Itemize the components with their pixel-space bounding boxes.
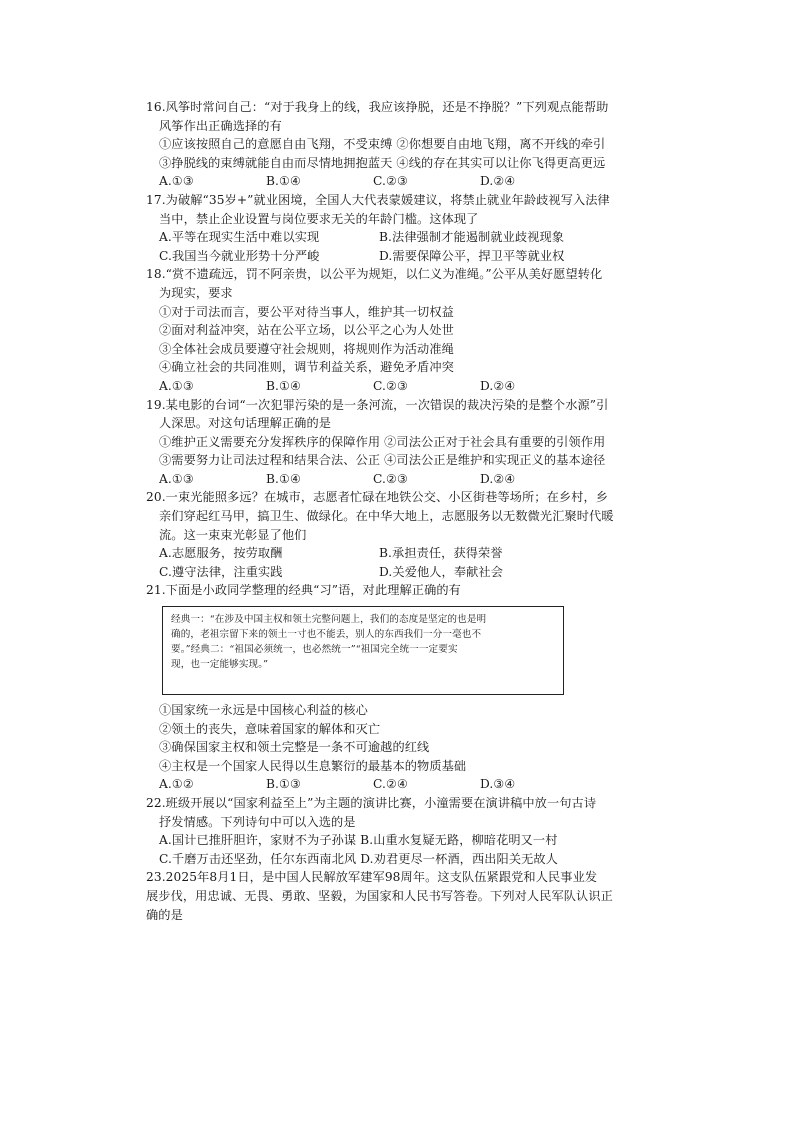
- question-stem-line: 18.“赏不遗疏远，罚不阿亲贵，以公平为规矩，以仁义为准绳。”公平从美好愿望转化: [146, 267, 603, 282]
- option-c: C.②④: [373, 777, 409, 792]
- question-stem-line: 19.某电影的台词“一次犯罪污染的是一条河流，一次错误的裁决污染的是整个水源”引: [146, 397, 609, 412]
- option-b: B.法律强制才能遏制就业歧视现象: [379, 230, 565, 245]
- answer-options: [146, 377, 666, 396]
- question-stem-line: 16.风筝时常问自己：“对于我身上的线，我应该挣脱，还是不挣脱？”下列观点能帮助: [146, 100, 609, 114]
- question-17: [146, 191, 666, 265]
- question-19: [146, 396, 666, 489]
- question-stem-line: 20.一束光能照多远？在城市，志愿者忙碌在地铁公交、小区街巷等场所；在乡村，乡: [146, 490, 609, 505]
- statement-line: ②领土的丧失，意味着国家的解体和灭亡: [159, 721, 381, 736]
- question-stem-line: 确的是: [146, 907, 183, 922]
- option-b: B.①③: [266, 777, 302, 792]
- question-stem-line: 21.下面是小政同学整理的经典“习”语，对此理解正确的有: [146, 583, 461, 598]
- option-c: C.②③: [373, 174, 409, 189]
- option-b: B.承担责任，获得荣誉: [379, 546, 503, 561]
- option-b: B.①④: [266, 174, 302, 189]
- answer-options: [146, 544, 666, 563]
- question-stem-line: 为现实，要求: [159, 285, 233, 300]
- option-d: D.③④: [480, 777, 516, 792]
- option-d: D.②④: [480, 471, 516, 486]
- option-d: D.需要保障公平，捍卫平等就业权: [379, 248, 565, 263]
- statement-line: ③挣脱线的束缚就能自由而尽情地拥抱蓝天 ④线的存在其实可以让你飞得更高更远: [159, 155, 606, 170]
- option-line: A.国计已推肝胆许，家财不为子孙谋 B.山重水复疑无路，柳暗花明又一村: [159, 833, 558, 848]
- option-d: D.关爱他人，奉献社会: [379, 564, 503, 579]
- statement-line: ①国家统一永远是中国核心利益的核心: [159, 703, 368, 718]
- question-list: [146, 98, 666, 924]
- option-a: A.志愿服务，按劳取酬: [159, 546, 283, 561]
- option-a: A.①②: [159, 777, 194, 792]
- question-stem-line: 17.为破解“35岁+”就业困境，全国人大代表蒙媛建议，将禁止就业年龄歧视写入法律: [146, 192, 610, 207]
- question-stem-line: 当中，禁止企业设置与岗位要求无关的年龄门槛。这体现了: [159, 211, 479, 226]
- option-a: A.①③: [159, 471, 194, 486]
- option-b: B.①④: [266, 471, 302, 486]
- question-22: [146, 794, 666, 868]
- quote-box: [162, 606, 564, 695]
- question-stem-line: 风筝作出正确选择的有: [159, 118, 282, 133]
- option-b: B.①④: [266, 378, 302, 393]
- question-stem-line: 抒发情感。下列诗句中可以入选的是: [159, 814, 356, 829]
- answer-options: [146, 470, 666, 489]
- question-stem-line: 22.班级开展以“国家利益至上”为主题的演讲比赛，小潼需要在演讲稿中放一句古诗: [146, 796, 597, 810]
- option-d: D.②④: [480, 378, 516, 393]
- statement-line: ②面对利益冲突，站在公平立场，以公平之心为人处世: [159, 323, 454, 338]
- statement-line: ①应该按照自己的意愿自由飞翔，不受束缚 ②你想要自由地飞翔，离不开线的牵引: [159, 137, 606, 152]
- question-23: [146, 868, 666, 924]
- option-c: C.我国当今就业形势十分严峻: [159, 248, 320, 263]
- quote-line: 要。”经典二：“祖国必须统一，也必然统一”“祖国完全统一一定要实: [171, 644, 458, 656]
- statement-line: ③确保国家主权和领土完整是一条不可逾越的红线: [159, 740, 430, 755]
- statement-line: ④主权是一个国家人民得以生息繁衍的最基本的物质基础: [159, 758, 467, 773]
- question-20: [146, 488, 666, 581]
- statement-line: ③全体社会成员要遵守社会规则，将规则作为活动准绳: [159, 341, 454, 356]
- answer-options: [146, 563, 666, 582]
- statement-line: ①维护正义需要充分发挥秩序的保障作用 ②司法公正对于社会具有重要的引领作用: [159, 434, 606, 449]
- option-c: C.②③: [373, 378, 409, 393]
- question-21: [146, 581, 666, 794]
- answer-options: [146, 775, 666, 794]
- option-d: D.②④: [480, 174, 516, 189]
- option-c: C.遵守法律，注重实践: [159, 564, 283, 579]
- answer-options: [146, 247, 666, 266]
- answer-options: [146, 172, 666, 191]
- quote-line: 经典一：“在涉及中国主权和领土完整问题上，我们的态度是坚定的也是明: [171, 614, 487, 626]
- statement-line: ③需要努力让司法过程和结果合法、公正 ④司法公正是维护和实现正义的基本途径: [159, 453, 606, 468]
- question-stem-line: 流。这一束束光彰显了他们: [159, 527, 307, 542]
- option-a: A.①③: [159, 174, 194, 189]
- question-stem-line: 23.2025年8月1日，是中国人民解放军建军98周年。这支队伍紧跟党和人民事业发: [146, 870, 598, 885]
- statement-line: ①对于司法而言，要公平对待当事人，维护其一切权益: [159, 304, 454, 319]
- question-stem-line: 亲们穿起红马甲，搞卫生、做绿化。在中华大地上，志愿服务以无数微光汇聚时代暖: [159, 509, 614, 524]
- quote-line: 现，也一定能够实现。”: [171, 659, 269, 671]
- option-c: C.②③: [373, 471, 409, 486]
- option-line: C.千磨万击还坚劲，任尔东西南北风 D.劝君更尽一杯酒，西出阳关无故人: [159, 851, 558, 866]
- question-18: [146, 265, 666, 395]
- answer-options: [146, 228, 666, 247]
- statement-line: ④确立社会的共同准则，调节利益关系，避免矛盾冲突: [159, 360, 454, 375]
- question-stem-line: 人深思。对这句话理解正确的是: [159, 416, 332, 431]
- option-a: A.①③: [159, 378, 194, 393]
- question-stem-line: 展步伐，用忠诚、无畏、勇敢、坚毅，为国家和人民书写答卷。下列对人民军队认识正: [146, 888, 613, 903]
- question-16: [146, 98, 666, 191]
- quote-line: 确的，老祖宗留下来的领土一寸也不能丢，别人的东西我们一分一毫也不: [171, 629, 482, 641]
- option-a: A.平等在现实生活中难以实现: [159, 230, 320, 245]
